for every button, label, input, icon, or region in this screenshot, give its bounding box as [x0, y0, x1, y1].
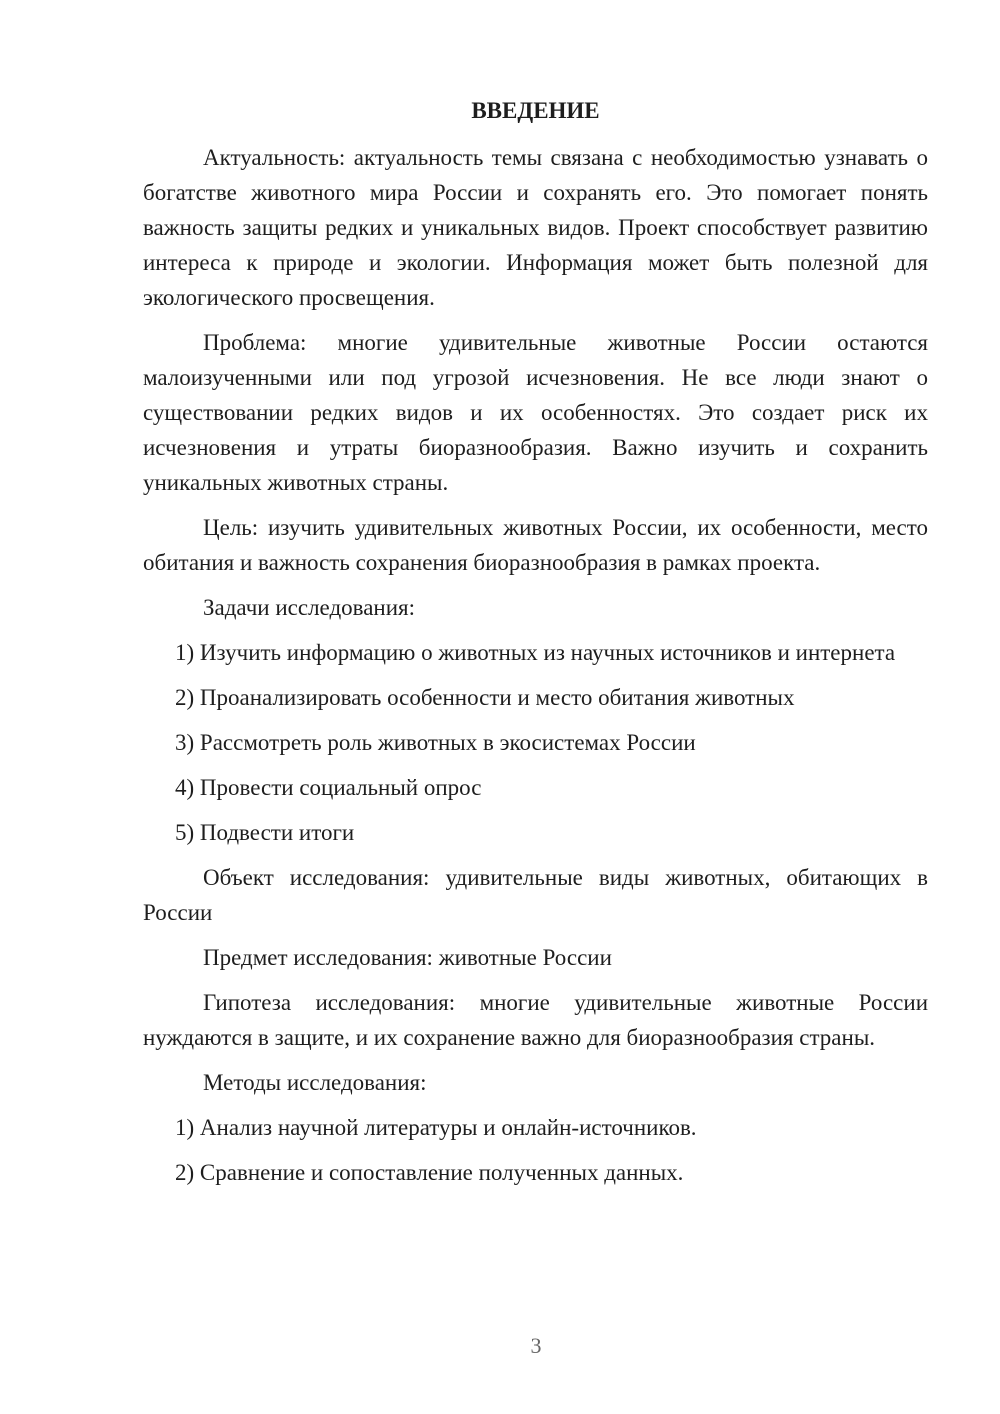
method-item: 1) Анализ научной литературы и онлайн-источников.: [175, 1115, 697, 1140]
methods-title: Методы исследования:: [203, 1070, 427, 1095]
section-heading: ВВЕДЕНИЕ: [471, 98, 600, 123]
tasks-title: Задачи исследования:: [203, 595, 416, 620]
page-content: [143, 96, 928, 1200]
task-item: 3) Рассмотреть роль животных в экосистемах России: [175, 730, 696, 755]
paragraph-problem: Проблема: многие удивительные животные России остаются малоизученными или под угрозой исчезновения. Не все люди знают о существовании редких видов и их особенностях. Это создает риск их исчезновения и утраты биоразнообразия. Важно изучить и сохранить уникальных животных страны.: [143, 330, 928, 495]
paragraph-hypothesis: Гипотеза исследования: многие удивительные животные России нуждаются в защите, и их сохранение важно для биоразнообразия страны.: [143, 990, 928, 1050]
task-item: 4) Провести социальный опрос: [175, 775, 482, 800]
task-item: 1) Изучить информацию о животных из научных источников и интернета: [175, 640, 896, 665]
method-item: 2) Сравнение и сопоставление полученных данных.: [175, 1160, 684, 1185]
task-item: 2) Проанализировать особенности и место обитания животных: [175, 685, 795, 710]
page-number: 3: [530, 1333, 542, 1358]
paragraph-subject: Предмет исследования: животные России: [203, 945, 612, 970]
task-item: 5) Подвести итоги: [175, 820, 355, 845]
paragraph-relevance: Актуальность: актуальность темы связана с необходимостью узнавать о богатстве животного мира России и сохранять его. Это помогает понять важность защиты редких и уникальных видов. Проект способствует развитию интереса к природе и экологии. Информация может быть полезной для экологического просвещения.: [143, 145, 928, 310]
paragraph-goal: Цель: изучить удивительных животных России, их особенности, место обитания и важность сохранения биоразнообразия в рамках проекта.: [143, 515, 928, 575]
paragraph-object: Объект исследования: удивительные виды животных, обитающих в России: [143, 865, 928, 925]
